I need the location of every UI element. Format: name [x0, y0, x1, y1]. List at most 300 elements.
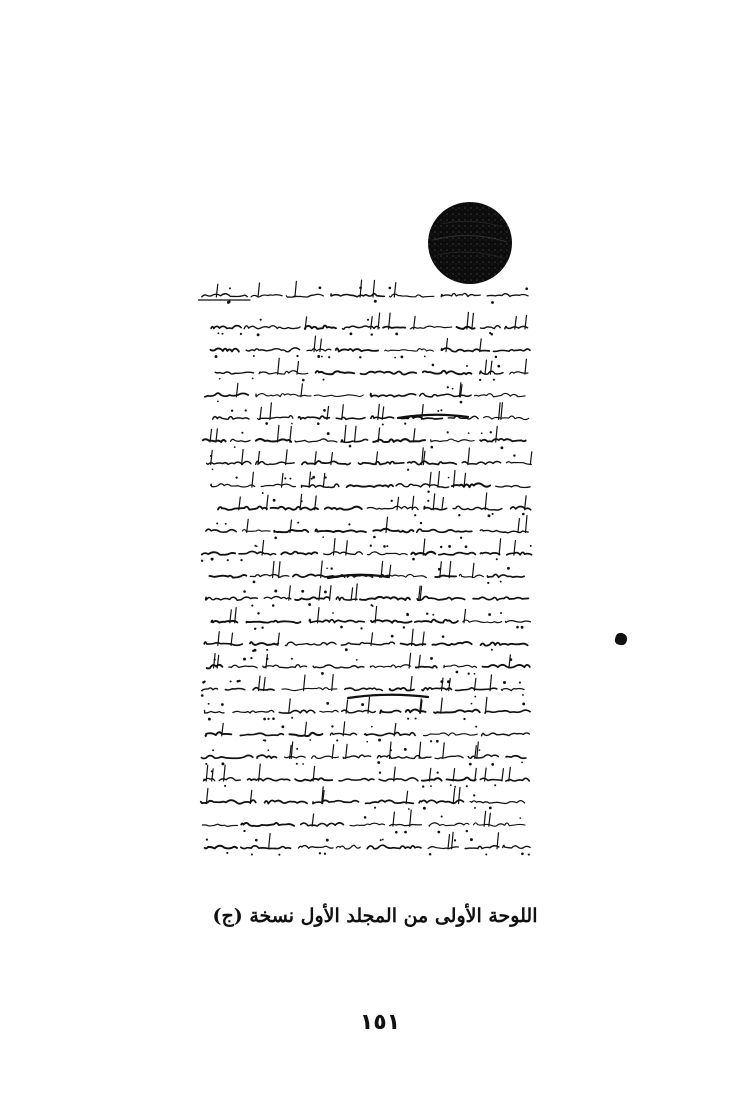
handwriting-stroke: [250, 642, 278, 645]
handwriting-dot: [490, 431, 492, 433]
handwriting-dot: [371, 333, 373, 335]
handwriting-dot: [519, 817, 521, 819]
handwriting-dot: [324, 853, 326, 855]
handwriting-stroke: [410, 326, 451, 329]
handwriting-dot: [496, 558, 498, 560]
handwriting-dot: [447, 431, 449, 433]
handwriting-dot: [224, 785, 226, 787]
handwriting-dot: [473, 794, 475, 796]
handwriting-dot: [201, 694, 204, 697]
handwriting-stroke: [408, 461, 457, 464]
handwriting-stroke: [279, 562, 281, 578]
handwriting-stroke: [379, 778, 418, 781]
handwriting-dot: [345, 648, 348, 651]
handwriting-dot: [493, 379, 495, 381]
handwriting-stroke: [202, 824, 237, 826]
handwriting-dot: [309, 739, 311, 741]
handwriting-stroke: [480, 530, 528, 533]
handwriting-dot: [215, 355, 218, 358]
handwriting-stroke: [501, 403, 503, 420]
handwriting-stroke: [256, 439, 291, 442]
handwriting-dot: [383, 545, 386, 548]
handwriting-stroke: [251, 295, 282, 297]
handwriting-dot: [359, 286, 362, 289]
handwriting-stroke: [336, 417, 365, 419]
handwriting-dot: [395, 831, 398, 834]
handwriting-dot: [328, 356, 330, 358]
handwriting-stroke: [370, 665, 410, 668]
handwriting-dot: [494, 784, 496, 786]
handwriting-stroke: [487, 294, 528, 297]
handwriting-stroke: [316, 371, 355, 374]
handwriting-stroke: [344, 425, 346, 442]
handwriting-dot: [400, 355, 403, 358]
handwriting-stroke: [417, 596, 465, 600]
handwriting-dot: [404, 748, 407, 751]
handwriting-dot: [407, 469, 409, 471]
handwriting-dot: [327, 432, 330, 435]
handwriting-stroke: [258, 283, 260, 297]
handwriting-dot: [454, 786, 456, 788]
handwriting-dot: [204, 681, 206, 683]
handwriting-stroke: [307, 349, 331, 351]
handwriting-dot: [525, 287, 528, 290]
handwriting-stroke: [419, 800, 463, 803]
handwriting-stroke: [373, 439, 425, 442]
handwriting-dot: [516, 626, 519, 629]
handwriting-dot: [528, 854, 530, 856]
handwriting-dot: [272, 604, 275, 607]
handwriting-stroke: [217, 655, 219, 668]
handwriting-stroke: [386, 517, 388, 532]
handwriting-stroke: [325, 507, 362, 510]
handwriting-dot: [311, 478, 313, 480]
handwriting-stroke: [489, 813, 491, 826]
handwriting-stroke: [438, 472, 440, 488]
handwriting-dot: [441, 815, 443, 817]
plate-caption: اللوحة الأولى من المجلد الأول نسخة (ج): [212, 905, 538, 927]
handwriting-stroke: [204, 642, 242, 645]
handwriting-dot: [468, 432, 470, 434]
handwriting-dot: [460, 401, 463, 404]
handwriting-dot: [430, 657, 433, 660]
handwriting-dot: [382, 424, 384, 426]
handwriting-dot: [260, 319, 262, 321]
handwriting-dot: [404, 831, 407, 834]
handwriting-dot: [211, 770, 213, 772]
correction-mark: [398, 415, 468, 418]
handwriting-dot: [513, 454, 515, 456]
handwriting-stroke: [282, 688, 337, 691]
handwriting-dot: [488, 514, 491, 517]
handwriting-stroke: [356, 584, 358, 600]
handwriting-dot: [487, 582, 489, 584]
handwriting-dot: [266, 657, 269, 660]
handwriting-dot: [507, 567, 510, 570]
handwriting-dot: [322, 536, 324, 538]
handwriting-stroke: [494, 349, 531, 351]
handwriting-dot: [370, 545, 372, 547]
handwriting-stroke: [423, 371, 472, 374]
handwriting-dot: [210, 455, 212, 457]
handwriting-dot: [474, 807, 476, 809]
handwriting-dot: [437, 410, 439, 412]
handwriting-stroke: [289, 699, 291, 713]
handwriting-stroke: [506, 756, 526, 758]
handwriting-dot: [217, 332, 219, 334]
handwriting-dot: [254, 628, 256, 630]
handwriting-dot: [323, 409, 326, 412]
handwriting-stroke: [285, 756, 306, 758]
handwriting-stroke: [396, 484, 449, 488]
handwriting-stroke: [265, 800, 308, 803]
handwriting-stroke: [447, 778, 476, 781]
handwriting-stroke: [323, 473, 325, 487]
handwriting-stroke: [295, 439, 337, 442]
handwriting-stroke: [429, 823, 469, 826]
handwriting-stroke: [351, 588, 353, 600]
handwriting-dot: [302, 379, 305, 382]
handwriting-dot: [492, 513, 494, 515]
handwriting-stroke: [448, 835, 450, 849]
handwriting-dot: [521, 626, 524, 629]
handwriting-dot: [521, 852, 524, 855]
handwriting-dot: [503, 681, 506, 684]
handwriting-dot: [468, 673, 470, 675]
handwriting-dot: [291, 717, 293, 719]
handwriting-dot: [432, 614, 434, 616]
handwriting-dot: [221, 762, 224, 765]
handwriting-stroke: [481, 642, 528, 645]
handwriting-stroke: [256, 461, 295, 464]
handwriting-stroke: [336, 348, 378, 351]
handwriting-stroke: [468, 448, 470, 465]
handwriting-stroke: [432, 642, 471, 645]
handwriting-stroke: [258, 416, 293, 420]
handwriting-dot: [274, 537, 277, 540]
handwriting-dot: [296, 748, 298, 750]
handwriting-dot: [420, 522, 422, 524]
handwriting-stroke: [315, 529, 366, 532]
handwriting-dot: [319, 286, 322, 289]
handwriting-dot: [463, 718, 465, 720]
handwriting-dot: [228, 301, 230, 303]
handwriting-dot: [349, 445, 352, 448]
handwriting-dot: [266, 649, 268, 651]
handwriting-stroke: [301, 823, 344, 826]
handwriting-stroke: [435, 576, 456, 578]
handwriting-dot: [243, 658, 246, 661]
handwriting-stroke: [341, 642, 394, 645]
handwriting-dot: [373, 536, 376, 539]
handwriting-stroke: [350, 823, 384, 826]
handwriting-stroke: [278, 358, 280, 374]
handwriting-dot: [267, 749, 269, 751]
handwriting-dot: [231, 410, 233, 412]
handwriting-stroke: [449, 561, 451, 577]
handwriting-stroke: [422, 688, 452, 691]
handwriting-dot: [211, 558, 214, 561]
handwriting-stroke: [336, 597, 357, 600]
handwriting-stroke: [373, 529, 413, 533]
handwriting-stroke: [202, 294, 248, 297]
handwriting-stroke: [279, 710, 315, 713]
handwriting-dot: [257, 333, 260, 336]
handwriting-stroke: [201, 800, 256, 804]
handwriting-stroke: [339, 779, 374, 781]
handwriting-stroke: [499, 539, 501, 555]
handwriting-dot: [216, 523, 218, 525]
handwriting-stroke: [377, 755, 431, 758]
handwriting-stroke: [211, 348, 239, 351]
handwriting-dot: [440, 546, 442, 548]
handwriting-dot: [296, 355, 298, 357]
handwriting-dot: [317, 422, 320, 425]
handwriting-dot: [317, 355, 320, 358]
handwriting-dot: [474, 673, 476, 675]
handwriting-stroke: [424, 733, 478, 736]
handwriting-stroke: [433, 494, 435, 510]
handwriting-dot: [331, 567, 333, 569]
handwriting-dot: [265, 422, 268, 425]
handwriting-stroke: [246, 621, 300, 623]
handwriting-stroke: [347, 485, 393, 487]
handwriting-dot: [407, 718, 409, 720]
handwriting-stroke: [346, 744, 348, 758]
handwriting-stroke: [355, 426, 357, 442]
handwriting-stroke: [246, 348, 299, 352]
handwriting-dot: [302, 763, 304, 765]
handwriting-stroke: [506, 621, 531, 623]
handwriting-dot: [243, 590, 246, 593]
handwriting-stroke: [213, 417, 249, 420]
handwriting-stroke: [334, 539, 336, 556]
handwriting-stroke: [239, 551, 276, 554]
handwriting-dot: [326, 702, 329, 705]
handwriting-dot: [324, 590, 327, 593]
handwriting-dot: [208, 703, 210, 705]
handwriting-dot: [243, 830, 245, 832]
handwriting-stroke: [209, 575, 246, 578]
handwriting-dot: [240, 333, 242, 335]
handwriting-stroke: [259, 371, 308, 374]
handwriting-stroke: [267, 495, 269, 510]
handwriting-stroke: [261, 484, 295, 487]
handwriting-stroke: [313, 665, 364, 668]
handwriting-dot: [214, 659, 216, 661]
handwriting-dot: [438, 568, 441, 571]
handwriting-stroke: [459, 574, 483, 577]
handwriting-dot: [500, 612, 502, 614]
handwriting-stroke: [417, 529, 472, 532]
handwriting-stroke: [422, 778, 442, 780]
handwriting-stroke: [435, 756, 463, 759]
handwriting-dot: [500, 581, 502, 583]
handwriting-dot: [466, 785, 468, 787]
ink-blot: [612, 630, 630, 648]
handwriting-dot: [225, 523, 227, 525]
handwriting-dot: [427, 500, 429, 502]
handwriting-dot: [372, 605, 374, 607]
handwriting-stroke: [231, 439, 251, 441]
handwriting-stroke: [233, 710, 274, 713]
handwriting-stroke: [482, 665, 529, 668]
handwriting-dot: [281, 725, 284, 728]
handwriting-dot: [415, 717, 417, 719]
handwriting-stroke: [422, 405, 424, 420]
handwriting-dot: [432, 364, 435, 367]
handwriting-dot: [458, 514, 460, 516]
handwriting-dot: [437, 771, 439, 773]
handwriting-stroke: [257, 755, 277, 758]
handwriting-dot: [359, 356, 361, 358]
handwriting-dot: [331, 725, 333, 727]
handwriting-stroke: [505, 326, 528, 328]
handwriting-dot: [408, 808, 410, 810]
handwriting-dot: [395, 332, 398, 335]
handwriting-stroke: [499, 403, 501, 420]
handwriting-stroke: [330, 586, 332, 601]
handwriting-dot: [360, 627, 362, 629]
handwriting-stroke: [380, 710, 401, 713]
handwriting-dot: [390, 749, 392, 751]
handwriting-dot: [522, 702, 525, 705]
handwriting-stroke: [240, 733, 283, 735]
handwriting-stroke: [206, 732, 232, 736]
handwriting-stroke: [401, 644, 426, 646]
handwriting-dot: [500, 446, 503, 449]
handwriting-stroke: [428, 847, 458, 849]
handwriting-dot: [452, 388, 454, 390]
handwriting-stroke: [419, 742, 421, 758]
handwriting-dot: [481, 432, 483, 434]
handwriting-dot: [227, 559, 229, 561]
handwriting-stroke: [443, 743, 445, 759]
handwriting-dot: [321, 672, 324, 675]
handwriting-dot: [522, 513, 525, 516]
handwriting-dot: [474, 696, 476, 698]
handwriting-dot: [366, 741, 368, 743]
handwriting-dot: [491, 763, 494, 766]
handwriting-stroke: [365, 733, 415, 736]
handwriting-stroke: [465, 846, 499, 849]
handwriting-stroke: [225, 689, 245, 690]
handwriting-dot: [212, 749, 214, 751]
handwriting-stroke: [413, 429, 415, 442]
handwriting-stroke: [423, 539, 425, 555]
handwriting-stroke: [490, 361, 492, 374]
handwriting-dot: [367, 319, 369, 321]
handwriting-stroke: [305, 326, 336, 329]
handwriting-dot: [495, 356, 498, 359]
handwriting-stroke: [206, 529, 236, 532]
handwriting-stroke: [480, 339, 482, 352]
handwriting-stroke: [441, 698, 443, 713]
handwriting-stroke: [485, 360, 487, 374]
handwriting-dot: [230, 680, 232, 682]
handwriting-stroke: [211, 484, 255, 487]
handwriting-dot: [414, 514, 416, 516]
handwriting-stroke: [286, 294, 323, 297]
handwriting-stroke: [313, 800, 359, 803]
handwriting-dot: [448, 545, 451, 548]
handwriting-stroke: [406, 710, 426, 713]
handwriting-dot: [349, 332, 352, 335]
handwriting-dot: [240, 559, 242, 561]
handwriting-stroke: [205, 393, 248, 397]
handwriting-dot: [471, 703, 473, 705]
handwriting-dot: [497, 365, 500, 368]
handwriting-dot: [323, 379, 325, 381]
handwriting-dot: [388, 287, 391, 290]
handwriting-dot: [447, 386, 449, 388]
handwriting-dot: [391, 500, 393, 502]
handwriting-stroke: [290, 733, 323, 736]
handwriting-dot: [261, 627, 263, 629]
handwriting-dot: [262, 492, 264, 494]
handwriting-dot: [326, 839, 329, 842]
handwriting-dot: [465, 545, 468, 548]
handwriting-stroke: [525, 496, 527, 510]
handwriting-dot: [237, 680, 240, 683]
handwriting-stroke: [444, 665, 477, 668]
handwriting-dot: [291, 423, 293, 425]
handwriting-stroke: [371, 620, 412, 623]
handwriting-stroke: [206, 597, 258, 600]
handwriting-stroke: [241, 846, 291, 849]
handwriting-stroke: [281, 552, 317, 555]
handwriting-dot: [284, 477, 286, 479]
handwriting-stroke: [415, 620, 458, 623]
handwriting-dot: [491, 649, 493, 651]
handwriting-stroke: [475, 746, 477, 759]
handwriting-stroke: [270, 403, 272, 420]
handwriting-stroke: [394, 283, 396, 297]
handwriting-stroke: [503, 845, 530, 848]
handwriting-stroke: [299, 846, 334, 849]
handwriting-dot: [226, 852, 228, 854]
handwriting-stroke: [530, 452, 532, 465]
handwriting-stroke: [442, 498, 444, 510]
handwriting-dot: [491, 301, 494, 304]
handwriting-stroke: [485, 710, 530, 713]
handwriting-stroke: [320, 710, 338, 712]
handwriting-stroke: [263, 665, 307, 668]
handwriting-stroke: [271, 507, 318, 510]
handwriting-dot: [440, 680, 443, 683]
handwriting-stroke: [297, 362, 299, 375]
handwriting-stroke: [332, 745, 334, 759]
handwriting-stroke: [468, 755, 498, 759]
handwriting-stroke: [332, 675, 334, 691]
handwriting-dot: [301, 500, 303, 502]
handwriting-stroke: [390, 824, 422, 825]
handwriting-dot: [253, 581, 256, 584]
handwriting-dot: [264, 739, 266, 741]
handwriting-stroke: [343, 755, 371, 758]
handwriting-stroke: [385, 349, 434, 352]
handwriting-dot: [429, 853, 432, 856]
handwriting-stroke: [301, 384, 303, 397]
handwriting-dot: [241, 432, 243, 434]
handwriting-stroke: [470, 801, 524, 804]
handwriting-dot: [470, 838, 473, 841]
handwriting-stroke: [336, 845, 360, 849]
handwriting-stroke: [502, 769, 504, 781]
handwriting-stroke: [367, 845, 421, 849]
handwriting-dot: [222, 333, 224, 335]
handwriting-dot: [251, 605, 253, 607]
